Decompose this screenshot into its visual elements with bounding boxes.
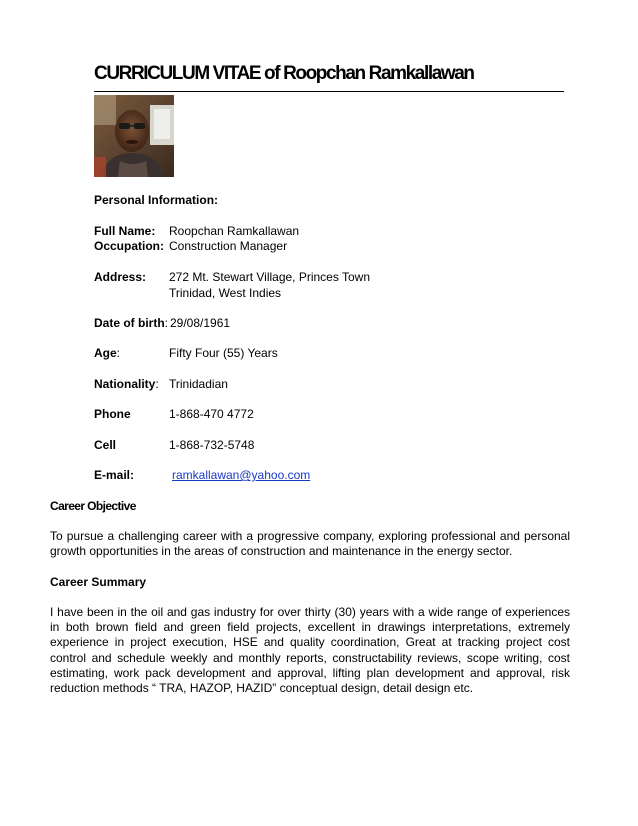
occupation-label: Occupation: xyxy=(94,239,165,253)
career-summary-text: I have been in the oil and gas industry for over thirty (30) years with a wide range of experiences in both brown field and green field projects, excellent in drawings interpretations, extremely experience in project execution, HSE and quality coordination, Great at tracking project cost control and schedule weekly and monthly reports, constructability reviews, scope writing, cost estimating, work pack development and approval, lifting plan development and approval, risk reduction methods “ TRA, HAZOP, HAZID” conceptual design, detail design etc. xyxy=(50,605,570,696)
full-name-value: Roopchan Ramkallawan xyxy=(169,224,300,238)
phone-value: 1-868-470 4772 xyxy=(169,407,254,421)
cell-label: Cell xyxy=(94,438,117,452)
age-label-text: Age xyxy=(94,346,117,360)
email-link[interactable]: ramkallawan@yahoo.com xyxy=(172,468,311,482)
career-objective-text: To pursue a challenging career with a progressive company, exploring professional and personal growth opportunities in the areas of construction and maintenance in the energy sector. xyxy=(50,529,570,559)
career-summary-heading: Career Summary xyxy=(50,575,147,589)
address-line-1: 272 Mt. Stewart Village, Princes Town xyxy=(169,270,370,284)
age-label xyxy=(94,346,120,360)
nationality-value: Trinidadian xyxy=(169,377,228,391)
dob-label xyxy=(94,316,168,330)
cell-value: 1-868-732-5748 xyxy=(169,438,255,452)
nationality-label-text: Nationality xyxy=(94,377,156,391)
dob-colon: : xyxy=(164,316,169,330)
occupation-value: Construction Manager xyxy=(169,239,288,253)
portrait-photo-image xyxy=(94,95,174,177)
personal-info-heading: Personal Information: xyxy=(94,193,219,207)
dob-value: 29/08/1961 xyxy=(170,316,231,330)
email-label: E-mail: xyxy=(94,468,135,482)
phone-label: Phone xyxy=(94,407,131,421)
nationality-colon: : xyxy=(155,377,159,391)
dob-label-text: Date of birth xyxy=(94,316,165,330)
career-objective-heading: Career Objective xyxy=(50,499,136,513)
profile-photo xyxy=(94,95,174,177)
page-title: CURRICULUM VITAE of Roopchan Ramkallawan xyxy=(94,63,474,84)
address-line-2: Trinidad, West Indies xyxy=(169,286,282,300)
nationality-label xyxy=(94,377,159,391)
age-colon: : xyxy=(116,346,121,360)
address-label: Address: xyxy=(94,270,147,284)
title-divider xyxy=(94,91,564,92)
full-name-label: Full Name: xyxy=(94,224,156,238)
age-value: Fifty Four (55) Years xyxy=(169,346,278,360)
